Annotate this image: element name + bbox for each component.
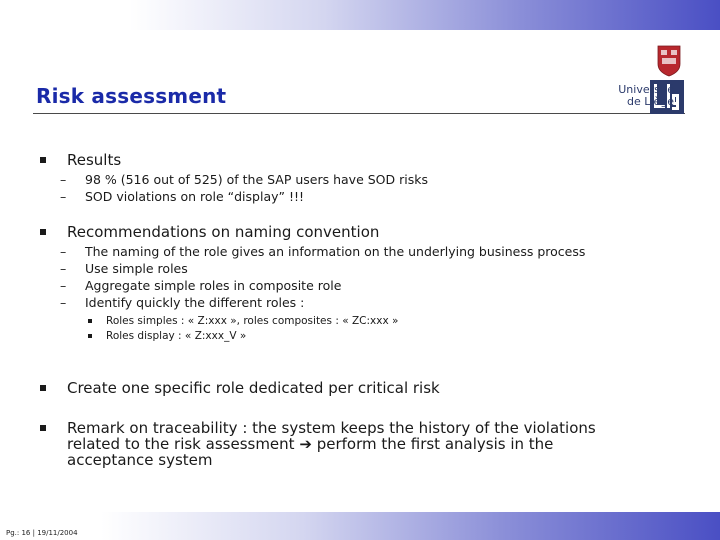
sub-bullet-text: The naming of the role gives an information on the underlying business process <box>85 244 586 259</box>
dash-icon: – <box>60 261 67 276</box>
sub-sub-bullet-text: Roles simples : « Z:xxx », roles composites : « ZC:xxx » <box>106 315 399 327</box>
sub-bullet-text: Use simple roles <box>85 261 188 276</box>
dash-icon: – <box>60 295 67 310</box>
traceability-text <box>67 420 667 468</box>
university-name <box>618 84 674 108</box>
bottom-gradient-band <box>0 512 720 540</box>
traceability-line-2 <box>67 436 667 452</box>
sub-bullet-text: Identify quickly the different roles : <box>85 295 305 310</box>
square-bullet-icon <box>40 229 46 235</box>
sub-bullet-text: 98 % (516 out of 525) of the SAP users have SOD risks <box>85 172 428 187</box>
dash-icon: – <box>60 244 67 259</box>
dash-icon: – <box>60 278 67 293</box>
sub-sub-bullet-text: Roles display : « Z:xxx_V » <box>106 330 247 342</box>
sub-bullet-text: SOD violations on role “display” !!! <box>85 189 304 204</box>
logo-line-2: de Liège <box>627 95 674 108</box>
page-footer: Pg.: 16 | 19/11/2004 <box>6 529 78 537</box>
square-bullet-icon <box>40 385 46 391</box>
traceability-line-1: Remark on traceability : the system keeps the history of the violations <box>67 419 596 437</box>
square-bullet-icon <box>40 425 46 431</box>
slide-title: Risk assessment <box>36 84 227 108</box>
logo-line-1: Université <box>618 83 674 96</box>
square-bullet-icon <box>40 157 46 163</box>
bullet-text: Create one specific role dedicated per critical risk <box>67 379 440 397</box>
small-square-bullet-icon <box>88 319 92 323</box>
dash-icon: – <box>60 172 67 187</box>
top-gradient-band <box>0 0 720 30</box>
traceability-line-3: acceptance system <box>67 451 213 469</box>
traceability-line-2b: perform the first analysis in the <box>316 435 554 453</box>
bullet-text: Results <box>67 151 122 169</box>
small-square-bullet-icon <box>88 334 92 338</box>
bullet-text: Recommendations on naming convention <box>67 223 380 241</box>
dash-icon: – <box>60 189 67 204</box>
sub-bullet-text: Aggregate simple roles in composite role <box>85 278 342 293</box>
traceability-line-2a: related to the risk assessment <box>67 435 295 453</box>
arrow-right-icon: ➔ <box>299 435 312 453</box>
